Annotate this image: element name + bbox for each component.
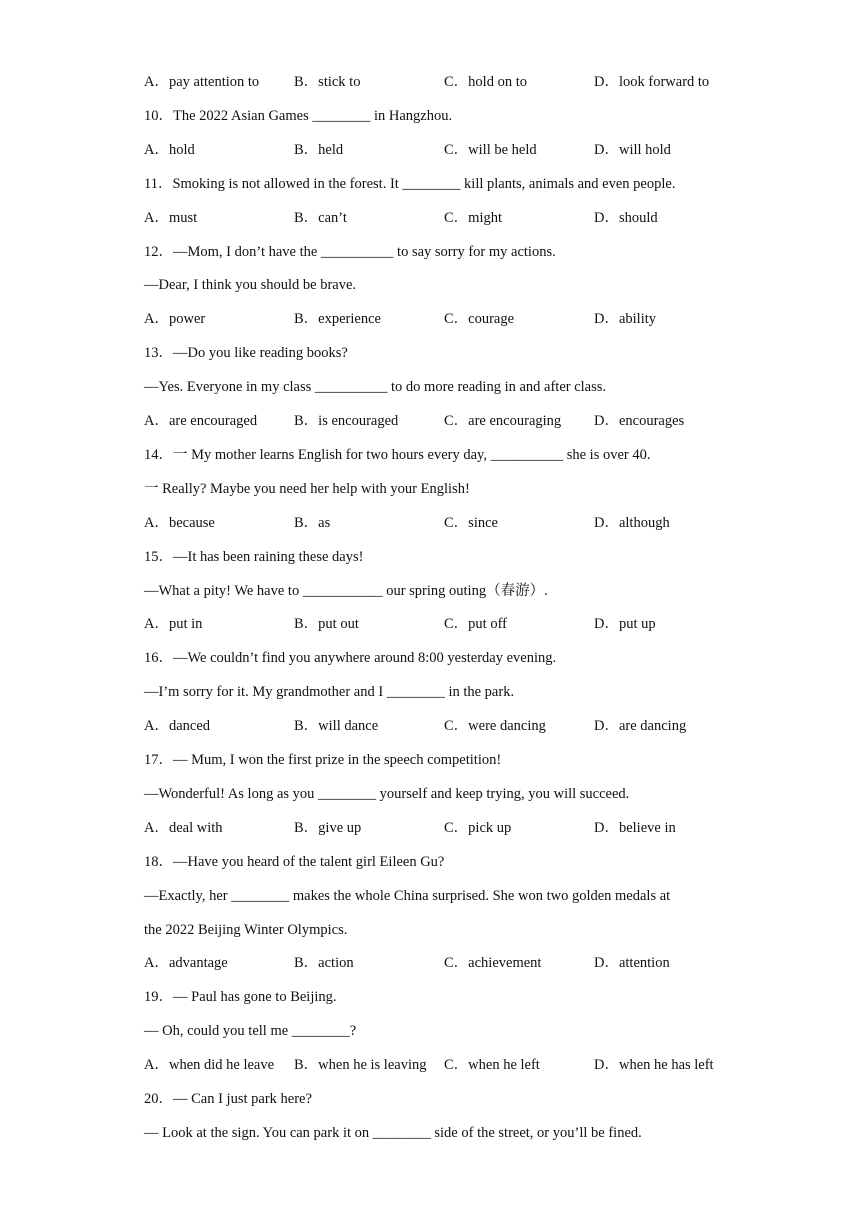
question-line: 14．一 My mother learns English for two hours every day, __________ she is over 40. xyxy=(144,447,651,463)
option-d: D．look forward to xyxy=(594,74,710,90)
option-a: A．put in xyxy=(144,616,203,632)
options-row xyxy=(144,140,744,160)
options-row xyxy=(144,513,744,533)
option-d: D．are dancing xyxy=(594,718,687,734)
option-d: D．believe in xyxy=(594,820,676,836)
option-a: A．hold xyxy=(144,142,195,158)
option-d: D．put up xyxy=(594,616,656,632)
options-row xyxy=(144,716,744,736)
option-d: D．should xyxy=(594,210,658,226)
option-a: A．are encouraged xyxy=(144,413,258,429)
option-b: B．can’t xyxy=(294,210,347,226)
option-b: B．put out xyxy=(294,616,359,632)
question-line: —I’m sorry for it. My grandmother and I ________ in the park. xyxy=(144,684,515,700)
question-line: 17．— Mum, I won the first prize in the speech competition! xyxy=(144,752,502,768)
question-line: 13．—Do you like reading books? xyxy=(144,345,348,361)
option-a: A．because xyxy=(144,515,215,531)
option-c: C．will be held xyxy=(444,142,537,158)
question-line: 10．The 2022 Asian Games ________ in Hangzhou. xyxy=(144,108,453,124)
options-row xyxy=(144,208,744,228)
option-c: C．were dancing xyxy=(444,718,546,734)
question-line: — Look at the sign. You can park it on ________ side of the street, or you’ll be fined. xyxy=(144,1125,642,1141)
option-b: B．stick to xyxy=(294,74,361,90)
option-b: B．held xyxy=(294,142,344,158)
option-d: D．although xyxy=(594,515,670,531)
question-line: 16．—We couldn’t find you anywhere around 8:00 yesterday evening. xyxy=(144,650,557,666)
options-row xyxy=(144,614,744,634)
question-line: —Exactly, her ________ makes the whole China surprised. She won two golden medals at xyxy=(144,888,671,904)
question-line: 一 Really? Maybe you need her help with your English! xyxy=(144,481,470,497)
option-a: A．power xyxy=(144,311,206,327)
option-a: A．pay attention to xyxy=(144,74,260,90)
question-line: 20．— Can I just park here? xyxy=(144,1091,312,1107)
question-line: 15．—It has been raining these days! xyxy=(144,549,364,565)
question-line: —Yes. Everyone in my class __________ to do more reading in and after class. xyxy=(144,379,607,395)
option-b: B．as xyxy=(294,515,331,531)
question-line: —Wonderful! As long as you ________ yourself and keep trying, you will succeed. xyxy=(144,786,630,802)
option-c: C．achievement xyxy=(444,955,542,971)
question-line: —Dear, I think you should be brave. xyxy=(144,277,357,293)
option-c: C．when he left xyxy=(444,1057,540,1073)
option-b: B．give up xyxy=(294,820,362,836)
option-c: C．hold on to xyxy=(444,74,527,90)
options-row xyxy=(144,1055,744,1075)
option-c: C．might xyxy=(444,210,503,226)
option-b: B．when he is leaving xyxy=(294,1057,427,1073)
question-line: 11．Smoking is not allowed in the forest. It ________ kill plants, animals and even people. xyxy=(144,176,676,192)
options-row xyxy=(144,953,744,973)
option-a: A．when did he leave xyxy=(144,1057,275,1073)
option-a: A．must xyxy=(144,210,198,226)
option-a: A．advantage xyxy=(144,955,228,971)
question-line: —What a pity! We have to ___________ our spring outing（春游）. xyxy=(144,583,548,599)
option-d: D．encourages xyxy=(594,413,685,429)
option-c: C．courage xyxy=(444,311,515,327)
option-c: C．put off xyxy=(444,616,507,632)
option-a: A．deal with xyxy=(144,820,223,836)
option-c: C．pick up xyxy=(444,820,512,836)
question-line: 18．—Have you heard of the talent girl Eileen Gu? xyxy=(144,854,445,870)
options-row xyxy=(144,72,744,92)
option-d: D．attention xyxy=(594,955,670,971)
option-d: D．when he has left xyxy=(594,1057,714,1073)
option-b: B．is encouraged xyxy=(294,413,399,429)
question-line: 12．—Mom, I don’t have the __________ to say sorry for my actions. xyxy=(144,244,556,260)
options-row xyxy=(144,309,744,329)
option-c: C．are encouraging xyxy=(444,413,562,429)
option-b: B．will dance xyxy=(294,718,379,734)
options-row xyxy=(144,818,744,838)
question-line: 19．— Paul has gone to Beijing. xyxy=(144,989,337,1005)
option-b: B．experience xyxy=(294,311,381,327)
option-a: A．danced xyxy=(144,718,211,734)
option-d: D．will hold xyxy=(594,142,671,158)
option-c: C．since xyxy=(444,515,498,531)
question-line: — Oh, could you tell me ________? xyxy=(144,1023,357,1039)
option-d: D．ability xyxy=(594,311,657,327)
option-b: B．action xyxy=(294,955,354,971)
question-line: the 2022 Beijing Winter Olympics. xyxy=(144,922,348,938)
options-row xyxy=(144,411,744,431)
